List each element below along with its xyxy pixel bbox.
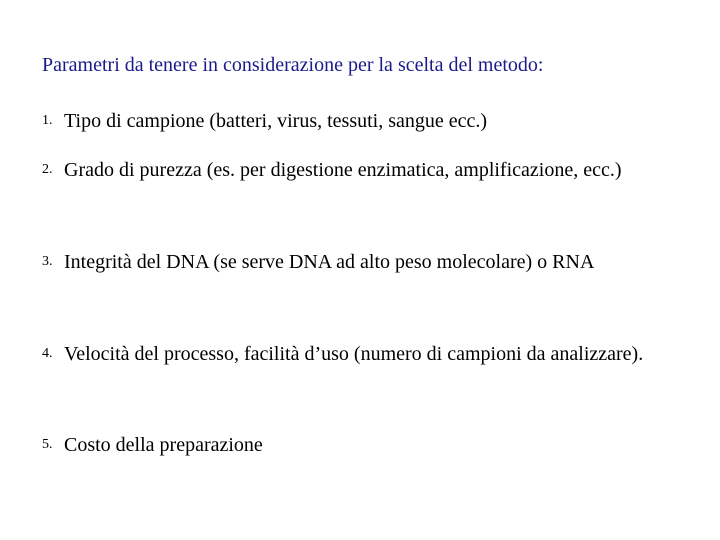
list-item-text: Grado di purezza (es. per digestione enzimatica, amplificazione, ecc.) <box>64 159 622 181</box>
list-item <box>42 99 668 143</box>
list-item <box>42 332 668 376</box>
list-item <box>42 240 668 284</box>
list-item-number: 1. <box>42 113 53 128</box>
list-item <box>42 423 668 467</box>
list-item-number: 5. <box>42 437 53 452</box>
list-item-number: 2. <box>42 162 53 177</box>
list-item-number: 4. <box>42 346 53 361</box>
slide-title: Parametri da tenere in considerazione per la scelta del metodo: <box>42 54 544 76</box>
list-item-number: 3. <box>42 254 53 269</box>
list-item-text: Integrità del DNA (se serve DNA ad alto peso molecolare) o RNA <box>64 251 595 273</box>
list-item-text: Costo della preparazione <box>64 434 263 456</box>
list-item-text: Tipo di campione (batteri, virus, tessuti, sangue ecc.) <box>64 110 488 132</box>
list-item-text: Velocità del processo, facilità d’uso (numero di campioni da analizzare). <box>64 343 644 365</box>
list-item <box>42 148 668 192</box>
